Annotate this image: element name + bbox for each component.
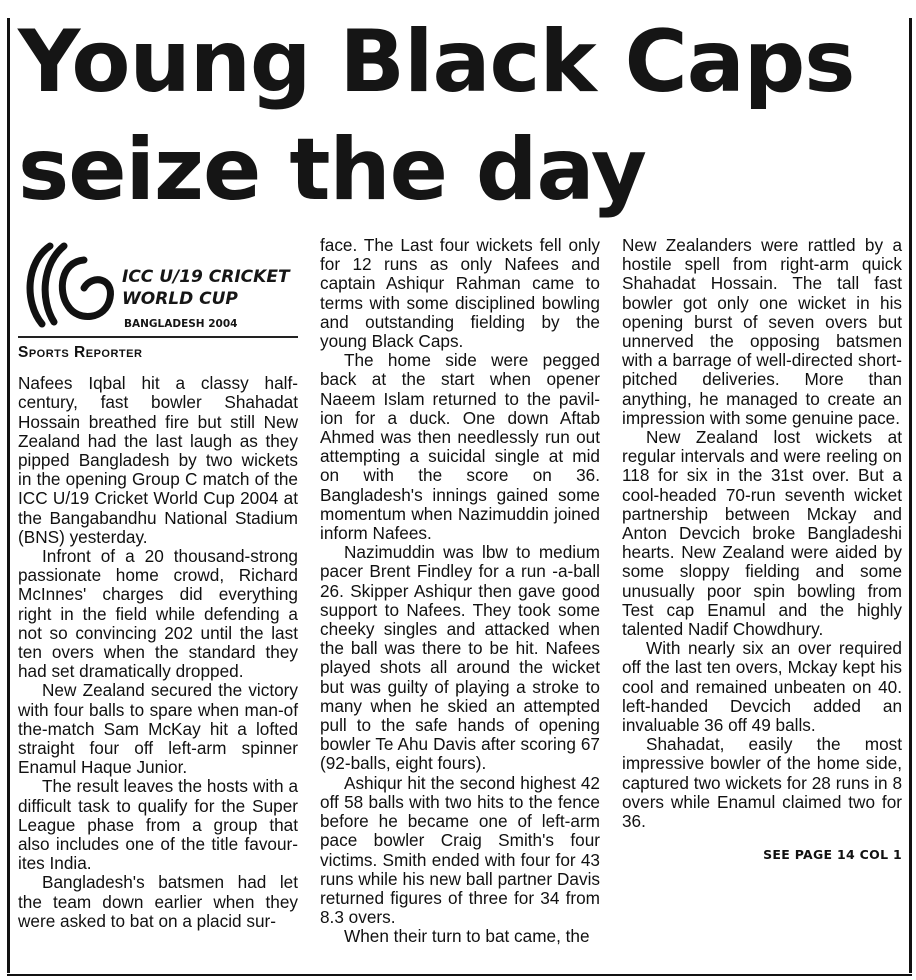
paragraph: Ashiqur hit the second highest 42 off 58 balls with two hits to the fence before he became one of left-arm pace bowler Craig Smith's four victims. Smith ended with four for 43 runs while his new ball partner Davis returned figures of three for 34 from 8.3 overs.	[320, 772, 600, 928]
logo-line-1: ICC U/19 CRICKET	[122, 267, 290, 287]
column-2	[320, 236, 600, 947]
paragraph: Bangladesh's batsmen had let the team down earlier when they were asked to bat on a placid sur-	[18, 872, 298, 931]
paragraph: The result leaves the hosts with a difficult task to qualify for the Super League phase from a group that also includes one of the title favour-ites India.	[18, 776, 298, 874]
world-cup-swirl-icon	[20, 240, 120, 332]
paragraph: Shahadat, easily the most impressive bowler of the home side, captured two wickets for 28 runs in 8 overs while Enamul claimed two for 36.	[622, 734, 902, 832]
event-logo	[18, 236, 298, 332]
byline-rule	[18, 336, 298, 338]
left-column-rule	[7, 18, 10, 973]
byline: Sports Reporter	[18, 344, 143, 361]
paragraph: New Zealand lost wickets at regular intervals and were reeling on 118 for six in the 31st over. But a cool-headed 70-run seventh wicket partnership between Mckay and Anton Devcich broke Bangladeshi hearts. New Zealand were aided by some sloppy fielding and some unusually poor spin bowling from Test cap Enamul and the highly talented Nadif Chowdhury.	[622, 427, 902, 640]
paragraph: When their turn to bat came, the	[344, 926, 590, 947]
logo-line-3: BANGLADESH 2004	[124, 318, 238, 330]
paragraph: Infront of a 20 thousand-strong passionate home crowd, Richard McInnes' charges did everything right in the field while defending a not so convincing 202 until the last ten overs when the standard they had set dramatically dropped.	[18, 546, 298, 682]
column-1	[18, 236, 298, 931]
logo-line-2: WORLD CUP	[122, 289, 238, 309]
paragraph: face. The Last four wickets fell only for 12 runs as only Nafees and captain Ashiqur Rahman came to terms with some disciplined bowling and outstanding fielding by the young Black Caps.	[320, 235, 600, 352]
paragraph: Nazimuddin was lbw to medium pacer Brent Findley for a run -a-ball 26. Skipper Ashiqur then gave good support to Nafees. They took some cheeky singles and attacked when the ball was there to be hit. Nafees played shots all around the wicket but was guilty of playing a stroke to many when he skied an attempted pull to the safe hands of opening bowler Te Ahu Davis after scoring 67 (92-balls, eight fours).	[320, 542, 600, 774]
right-column-rule	[909, 18, 912, 973]
headline: Young Black Caps seize the day	[18, 12, 855, 220]
paragraph: With nearly six an over required off the last ten overs, Mckay kept his cool and remained unbeaten on 40. left-handed Devcich added an invaluable 36 off 49 balls.	[622, 638, 902, 736]
paragraph: New Zealand secured the victory with four balls to spare when man-of the-match Sam McKay hit a lofted straight four off left-arm spinner Enamul Haque Junior.	[18, 680, 298, 778]
continuation-note: SEE PAGE 14 COL 1	[763, 847, 902, 863]
bottom-rule	[7, 974, 912, 976]
column-3	[622, 236, 902, 865]
paragraph: Nafees Iqbal hit a classy half-century, fast bowler Shahadat Hossain breathed fire but still New Zealand had the last laugh as they pipped Bangladesh by two wickets in the opening Group C match of the ICC U/19 Cricket World Cup 2004 at the Bangabandhu National Stadium (BNS) yesterday.	[18, 373, 298, 547]
logo-title	[122, 266, 290, 310]
paragraph: New Zealanders were rattled by a hostile spell from right-arm quick Shahadat Hossain. The tall fast bowler got only one wicket in his opening burst of seven overs but unnerved the opposing batsmen with a barrage of well-directed short-pitched deliveries. More than anything, he managed to create an impression with some genuine pace.	[622, 235, 902, 428]
paragraph: The home side were pegged back at the start when opener Naeem Islam returned to the pavil-ion for a duck. One down Aftab Ahmed was then needlessly run out attempting a suicidal single at mid on with the score on 36. Bangladesh's innings gained some momentum when Nazimuddin joined inform Nafees.	[320, 350, 600, 544]
